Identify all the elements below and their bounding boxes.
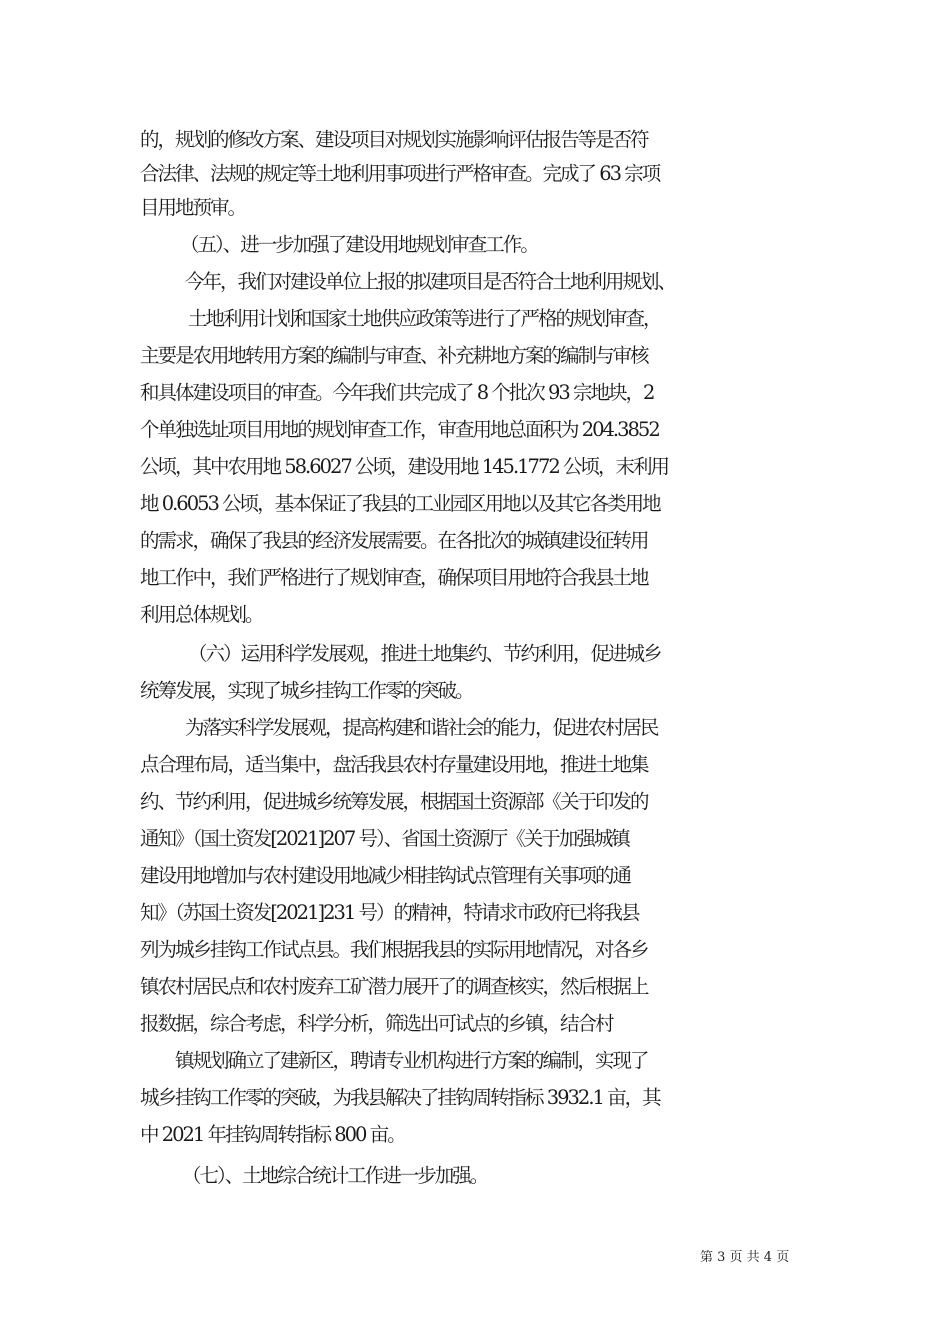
text-line: 主要是农用地转用方案的编制与审查、补充耕地方案的编制与审核 — [140, 344, 648, 367]
text-line: 报数据，综合考虑，科学分析，筛选出可试点的乡镇，结合村 — [140, 1012, 613, 1035]
text-line: 为落实科学发展观，提高构建和谐社会的能力，促进农村居民 — [185, 716, 658, 739]
section-heading: （七）、土地综合统计工作进一步加强。 — [182, 1164, 488, 1187]
text-line: 地 0.6053 公顷，基本保证了我县的工业园区用地以及其它各类用地 — [140, 492, 660, 515]
text-line: 中 2021 年挂钩周转指标 800 亩。 — [140, 1123, 405, 1146]
text-line: 利用总体规划。 — [140, 603, 263, 626]
section-heading: （五）、进一步加强了建设用地规划审查工作。 — [180, 233, 538, 256]
text-line: 地工作中，我们严格进行了规划审查，确保项目用地符合我县土地 — [140, 566, 648, 589]
text-line: 镇规划确立了建新区，聘请专业机构进行方案的编制，实现了 — [175, 1049, 648, 1072]
text-line: 约、节约利用，促进城乡统筹发展，根据国土资源部《关于印发的 — [140, 790, 648, 813]
text-line: 知》（苏国土资发[2021]231 号）的精神，特请求市政府已将我县 — [140, 901, 639, 924]
text-line: 列为城乡挂钩工作试点县。我们根据我县的实际用地情况，对各乡 — [140, 938, 648, 961]
text-line: 镇农村居民点和农村废弃工矿潜力展开了的调查核实，然后根据上 — [140, 975, 648, 998]
text-line: 个单独选址项目用地的规划审查工作，审查用地总面积为 204.3852 — [140, 418, 659, 441]
text-line: 和具体建设项目的审查。今年我们共完成了 8 个批次 93 宗地块，2 — [140, 381, 654, 404]
text-line: 城乡挂钩工作零的突破，为我县解决了挂钩周转指标 3932.1 亩，其 — [140, 1086, 660, 1109]
text-line: 今年，我们对建设单位上报的拟建项目是否符合土地利用规划、 — [185, 270, 676, 293]
section-heading: 统筹发展，实现了城乡挂钩工作零的突破。 — [140, 679, 473, 702]
text-line: 合法律、法规的规定等土地利用事项进行严格审查。完成了 63 宗项 — [140, 162, 660, 185]
page-number-footer: 第 3 页 共 4 页 — [700, 1250, 790, 1265]
text-line: 通知》（国土资发[2021]207 号）、省国土资源厅《关于加强城镇 — [140, 827, 629, 850]
text-line: 目用地预审。 — [140, 196, 246, 219]
text-line: 的，规划的修改方案、建设项目对规划实施影响评估报告等是否符 — [140, 128, 648, 151]
text-line: 的需求，确保了我县的经济发展需要。在各批次的城镇建设征转用 — [140, 529, 648, 552]
text-line: 土地利用计划和国家土地供应政策等进行了严格的规划审查， — [188, 307, 661, 330]
section-heading: （六）运用科学发展观，推进土地集约、节约利用，促进城乡 — [188, 642, 661, 665]
text-line: 点合理布局，适当集中，盘活我县农村存量建设用地，推进土地集 — [140, 753, 648, 776]
text-line: 建设用地增加与农村建设用地减少相挂钩试点管理有关事项的通 — [140, 864, 631, 887]
text-line: 公顷，其中农用地 58.6027 公顷，建设用地 145.1772 公顷，末利用 — [140, 455, 668, 478]
